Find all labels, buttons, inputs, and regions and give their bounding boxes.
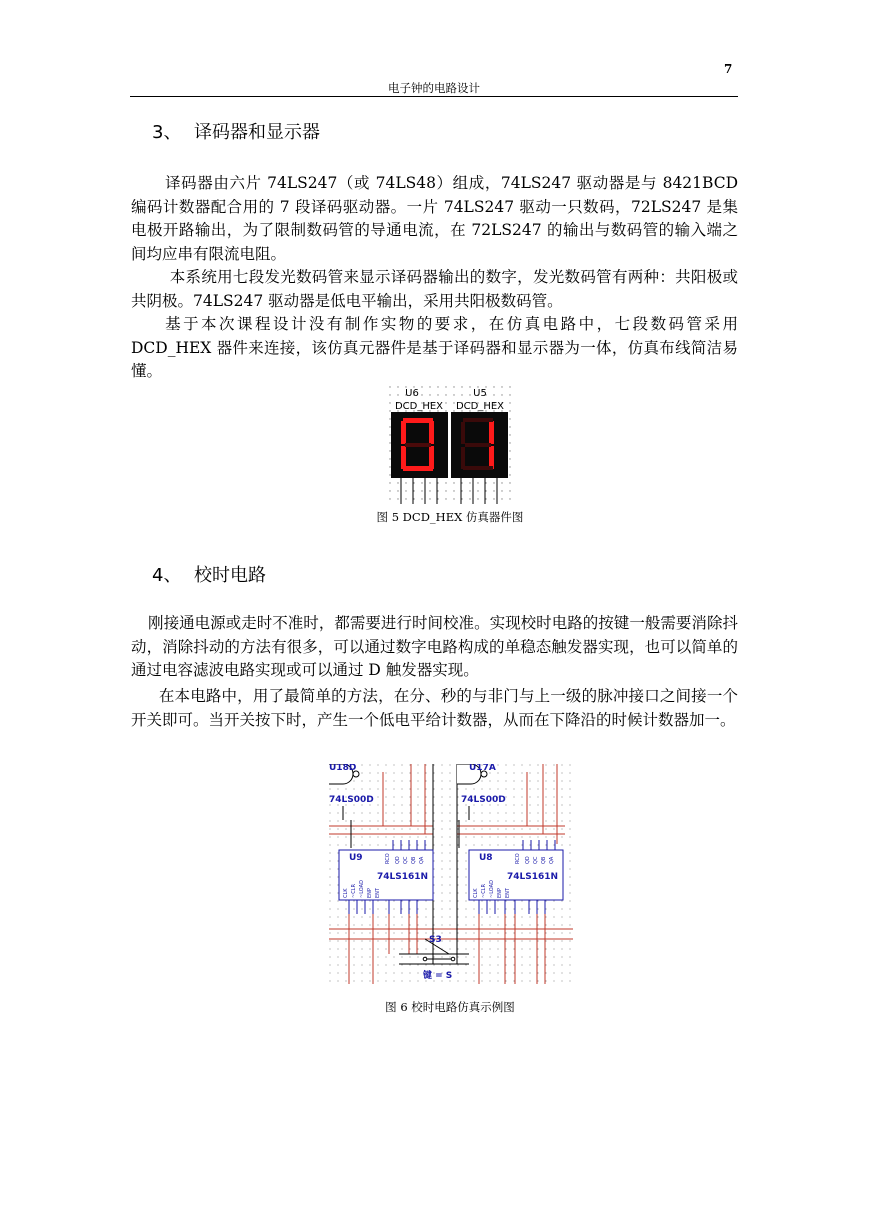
- page-number: 7: [724, 62, 733, 76]
- u6-type: DCD_HEX: [394, 401, 444, 412]
- svg-text:QC: QC: [533, 856, 539, 864]
- section-4-number: 4、: [152, 565, 182, 586]
- switch-label-s3: S3: [429, 935, 442, 945]
- svg-text:QD: QD: [525, 856, 531, 864]
- section-4-title: 校时电路: [194, 565, 266, 586]
- svg-text:QD: QD: [395, 856, 401, 864]
- gate-label-u18d: U18D: [329, 764, 357, 773]
- svg-text:~CLR: ~CLR: [351, 884, 357, 898]
- section-3-title: 译码器和显示器: [194, 122, 320, 143]
- gate-type-u18d: 74LS00D: [329, 795, 374, 805]
- svg-text:QB: QB: [541, 856, 547, 864]
- section-3-paragraph-2: 本系统用七段发光数码管来显示译码器输出的数字，发光数码管有两种：共阳极或共阴极。74LS247 驱动器是低电平输出，采用共阳极数码管。: [131, 268, 738, 310]
- gate-label-u17a: U17A: [469, 764, 496, 773]
- section-3-number: 3、: [152, 122, 182, 143]
- svg-text:QC: QC: [403, 856, 409, 864]
- running-header: 电子钟的电路设计: [388, 81, 480, 95]
- section-3-paragraph-3: 基于本次课程设计没有制作实物的要求，在仿真电路中，七段数码管采用 DCD_HEX 器件来连接，该仿真元器件是基于译码器和显示器为一体，仿真布线简洁易懂。: [131, 315, 738, 380]
- svg-text:~CLR: ~CLR: [481, 884, 487, 898]
- svg-text:QA: QA: [419, 856, 425, 864]
- timing-circuit-schematic: [329, 764, 573, 984]
- u6-label: U6: [405, 388, 419, 399]
- figure-5: [389, 386, 511, 506]
- u5-type: DCD_HEX: [455, 401, 505, 412]
- switch-key-label: 键 = S: [423, 971, 453, 981]
- section-3-paragraph-1: 译码器由六片 74LS247（或 74LS48）组成，74LS247 驱动器是与 8421BCD 编码计数器配合用的 7 段译码驱动器。一片 74LS247 驱动一只数码，72LS247 是集电极开路输出，为了限制数码管的导通电流，在 72LS247 的输出与数码管的输入端之间均应串有限流电阻。: [131, 174, 738, 263]
- u5-label: U5: [473, 388, 487, 399]
- figure-6-caption: 图 6 校时电路仿真示例图: [385, 1000, 515, 1014]
- figure-6: [329, 764, 573, 984]
- header-rule: [130, 96, 738, 97]
- counter-label-u8: U8: [479, 853, 493, 863]
- svg-text:CLK: CLK: [343, 888, 349, 898]
- figure-5-caption: 图 5 DCD_HEX 仿真器件图: [376, 510, 524, 524]
- svg-text:ENT: ENT: [505, 888, 511, 898]
- svg-text:~LOAD: ~LOAD: [489, 880, 495, 898]
- svg-text:ENP: ENP: [367, 888, 373, 898]
- svg-text:~LOAD: ~LOAD: [359, 880, 365, 898]
- switch-contact-right: [451, 957, 455, 961]
- svg-text:RCO: RCO: [515, 853, 521, 864]
- section-3-heading: [152, 118, 320, 144]
- gate-type-u17a: 74LS00D: [461, 795, 506, 805]
- counter-type-u9: 74LS161N: [377, 872, 429, 882]
- section-4-paragraph-2: 在本电路中，用了最简单的方法，在分、秒的与非门与上一级的脉冲接口之间接一个开关即可。当开关按下时，产生一个低电平给计数器，从而在下降沿的时候计数器加一。: [131, 687, 738, 729]
- svg-text:QB: QB: [411, 856, 417, 864]
- svg-text:ENT: ENT: [375, 888, 381, 898]
- svg-text:QA: QA: [549, 856, 555, 864]
- section-4-heading: [152, 561, 266, 587]
- counter-type-u8: 74LS161N: [507, 872, 559, 882]
- svg-text:ENP: ENP: [497, 888, 503, 898]
- svg-text:CLK: CLK: [473, 888, 479, 898]
- switch-contact-left: [423, 957, 427, 961]
- dcd-hex-diagram: [389, 386, 511, 506]
- section-4-paragraph-1: 刚接通电源或走时不准时，都需要进行时间校准。实现校时电路的按键一般需要消除抖动，消除抖动的方法有很多，可以通过数字电路构成的单稳态触发器实现，也可以简单的通过电容滤波电路实现或可以通过 D 触发器实现。: [131, 614, 738, 679]
- svg-text:RCO: RCO: [385, 853, 391, 864]
- counter-label-u9: U9: [349, 853, 363, 863]
